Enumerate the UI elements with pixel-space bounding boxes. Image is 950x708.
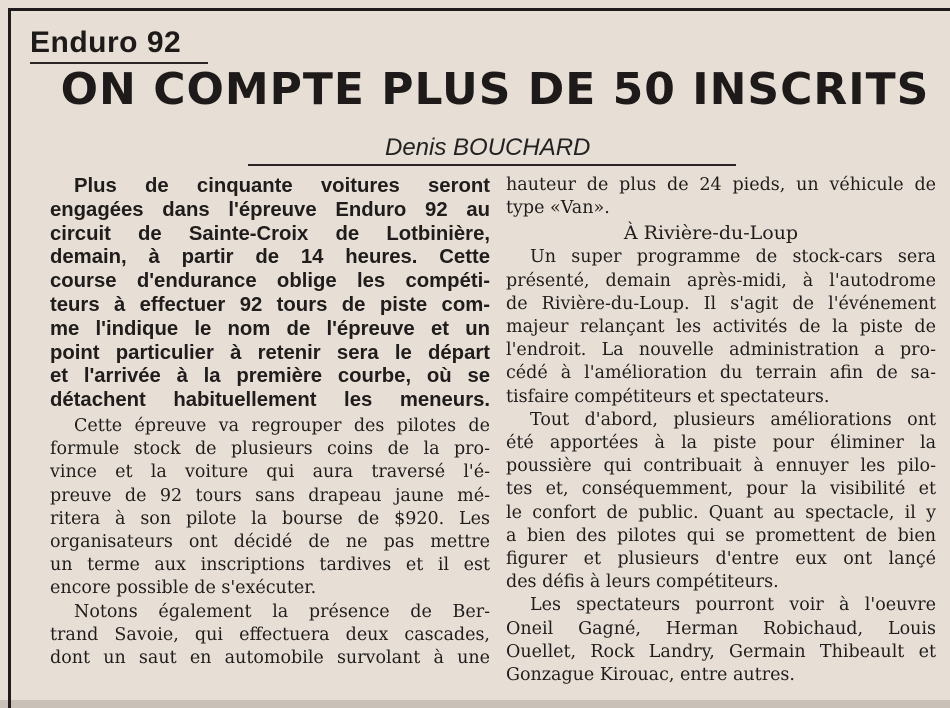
text-line: Un super programme de stock-cars sera — [530, 247, 936, 268]
text-line: point particulier à retenir sera le départ — [50, 341, 490, 364]
text-line: tisfaire compétiteurs et spectateurs. — [506, 386, 830, 407]
column-left — [50, 175, 490, 670]
text-line: l'endroit. La nouvelle administration a pro- — [506, 340, 936, 361]
text-line: cédé à l'amélioration du terrain afin de sa- — [506, 363, 936, 384]
text-line: ritera à son pilote la bourse de $920. Les — [50, 508, 490, 529]
text-line: a bien des pilotes qui se promettent de bien — [506, 525, 936, 546]
text-line: Plus de cinquante voitures seront — [74, 175, 490, 197]
text-line: engagées dans l'épreuve Enduro 92 au — [50, 198, 490, 221]
text-line: dont un saut en automobile survolant à une — [50, 648, 490, 668]
text-line: le confort de public. Quant au spectacle, il y — [506, 502, 936, 523]
paragraph — [506, 246, 936, 408]
text-line: Notons également la présence de Ber- — [74, 601, 490, 622]
lead-paragraph — [50, 175, 490, 413]
text-line: Tout d'abord, plusieurs améliorations ont — [530, 409, 936, 430]
text-line: et l'arrivée à la première courbe, où se — [50, 365, 490, 388]
text-line: Cette épreuve va regrouper des pilotes de — [74, 415, 490, 436]
text-line: des défis à leurs compétiteurs. — [506, 572, 779, 593]
text-line: un terme aux inscriptions tardives et il est — [50, 555, 490, 576]
paragraph — [506, 409, 936, 595]
paragraph — [506, 594, 936, 687]
text-line: encore possible de s'exécuter. — [50, 578, 317, 599]
text-line: trand Savoie, qui effectuera deux cascades, — [50, 624, 490, 645]
text-line: vince et la voiture qui aura traversé l'é- — [50, 462, 490, 483]
paragraph — [50, 415, 490, 601]
text-line: détachent habituellement les meneurs. — [50, 389, 490, 412]
text-line: de Rivière-du-Loup. Il s'agit de l'événement — [506, 293, 936, 314]
text-line: Les spectateurs pourront voir à l'oeuvre — [530, 595, 936, 616]
text-line: me l'indique le nom de l'épreuve et un — [50, 317, 490, 340]
text-line: demain, à partir de 14 heures. Cette — [50, 246, 490, 269]
text-line: Gonzague Kirouac, entre autres. — [506, 665, 795, 686]
text-line: Oneil Gagné, Herman Robichaud, Louis — [506, 618, 936, 639]
text-line: poussière qui contribuait à ennuyer les pilo- — [506, 456, 936, 477]
text-line: circuit de Sainte-Croix de Lotbinière, — [50, 222, 490, 245]
text-line: tes et, conséquemment, pour la visibilité et — [506, 479, 936, 500]
text-line: majeur relançant les activités de la piste de — [506, 317, 936, 338]
text-line: teurs à effectuer 92 tours de piste com- — [50, 293, 490, 316]
paragraph — [50, 601, 490, 671]
text-line: Ouellet, Rock Landry, Germain Thibeault et — [506, 641, 936, 662]
headline: ON COMPTE PLUS DE 50 INSCRITS — [60, 64, 930, 115]
section-kicker: Enduro 92 — [30, 26, 182, 59]
byline: Denis BOUCHARD — [385, 134, 591, 161]
text-line: organisateurs ont décidé de ne pas mettre — [50, 531, 490, 552]
text-line: formule stock de plusieurs coins de la pro- — [50, 439, 490, 460]
byline-rule — [248, 164, 736, 166]
column-right — [506, 174, 936, 687]
paragraph — [506, 174, 936, 220]
text-line: présenté, demain après-midi, à l'autodrome — [506, 270, 936, 291]
text-line: preuve de 92 tours sans drapeau jaune mé- — [50, 485, 490, 506]
text-line: course d'endurance oblige les compéti- — [50, 270, 490, 293]
text-line: hauteur de plus de 24 pieds, un véhicule de — [506, 175, 936, 195]
text-line: été apportées à la piste pour éliminer la — [506, 433, 936, 454]
subheading: À Rivière-du-Loup — [623, 222, 799, 245]
text-line: type «Van». — [506, 198, 610, 219]
text-line: figurer et plusieurs d'entre eux ont lançé — [506, 549, 936, 570]
